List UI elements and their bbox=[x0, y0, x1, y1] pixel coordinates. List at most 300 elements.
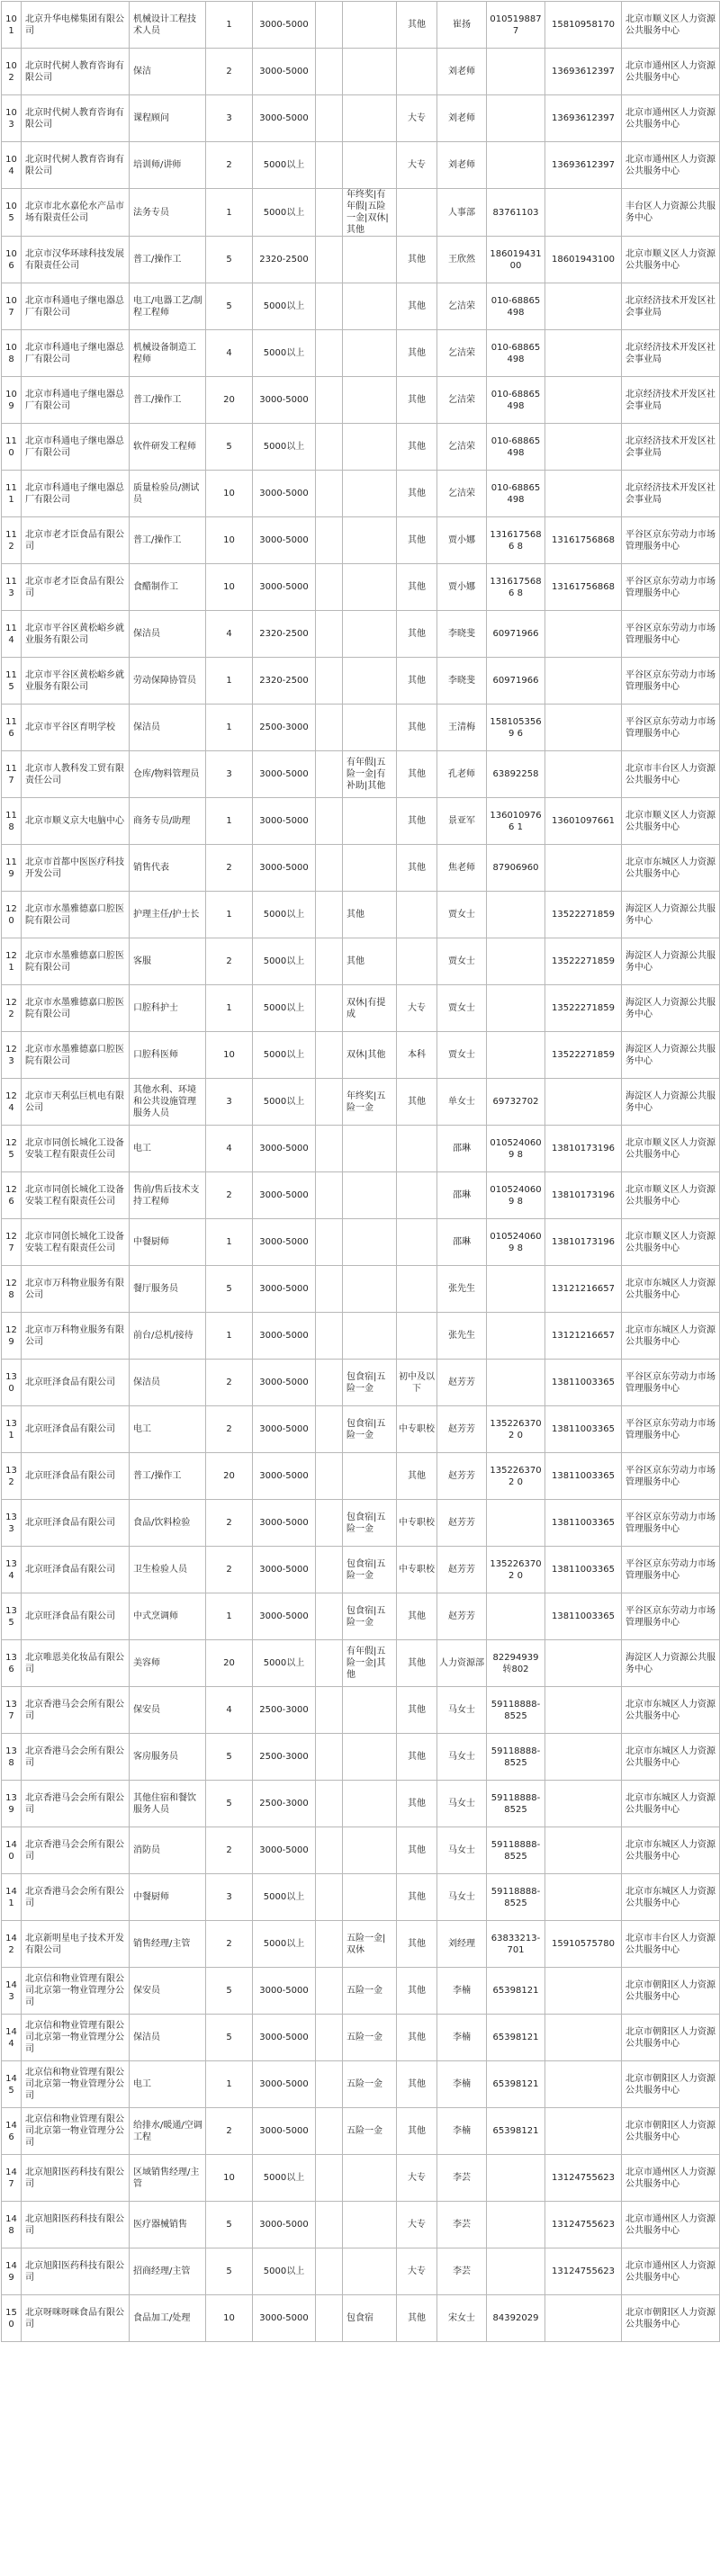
table-row bbox=[2, 1406, 720, 1453]
education: 其他 bbox=[397, 1453, 437, 1500]
education: 其他 bbox=[397, 611, 437, 658]
table-row bbox=[2, 2202, 720, 2248]
headcount: 4 bbox=[206, 330, 253, 377]
company-name: 北京市北水嘉伦水产品市场有限责任公司 bbox=[22, 189, 130, 237]
company-name: 北京旭阳医药科技有限公司 bbox=[22, 2248, 130, 2295]
salary-range: 5000以上 bbox=[253, 142, 316, 189]
job-title: 中式烹调师 bbox=[130, 1593, 206, 1640]
benefits bbox=[343, 705, 397, 751]
blank-field bbox=[316, 2, 343, 49]
headcount: 5 bbox=[206, 1968, 253, 2015]
headcount: 1 bbox=[206, 705, 253, 751]
mobile bbox=[545, 1640, 622, 1687]
benefits bbox=[343, 377, 397, 424]
table-row bbox=[2, 1219, 720, 1266]
row-number: 138 bbox=[2, 1734, 22, 1781]
phone bbox=[487, 95, 545, 142]
row-number: 110 bbox=[2, 424, 22, 471]
benefits: 双休|其他 bbox=[343, 1032, 397, 1079]
job-title: 普工/操作工 bbox=[130, 377, 206, 424]
row-number: 140 bbox=[2, 1827, 22, 1874]
row-number: 142 bbox=[2, 1921, 22, 1968]
headcount: 2 bbox=[206, 2108, 253, 2155]
table-row bbox=[2, 424, 720, 471]
education: 中专职校 bbox=[397, 1406, 437, 1453]
blank-field bbox=[316, 1313, 343, 1360]
benefits bbox=[343, 237, 397, 283]
mobile bbox=[545, 189, 622, 237]
company-name: 北京市人教科发工贸有限责任公司 bbox=[22, 751, 130, 798]
education: 本科 bbox=[397, 1032, 437, 1079]
phone: 59118888-8525 bbox=[487, 1874, 545, 1921]
service-center: 海淀区人力资源公共服务中心 bbox=[622, 1079, 720, 1126]
contact-person: 乞洁荣 bbox=[437, 377, 487, 424]
contact-person: 李楠 bbox=[437, 2061, 487, 2108]
benefits: 包食宿|五险一金 bbox=[343, 1500, 397, 1547]
blank-field bbox=[316, 1172, 343, 1219]
mobile: 13693612397 bbox=[545, 95, 622, 142]
blank-field bbox=[316, 798, 343, 845]
table-row bbox=[2, 985, 720, 1032]
headcount: 2 bbox=[206, 1500, 253, 1547]
job-title: 销售经理/主管 bbox=[130, 1921, 206, 1968]
contact-person: 贾小娜 bbox=[437, 564, 487, 611]
table-row bbox=[2, 283, 720, 330]
headcount: 5 bbox=[206, 2015, 253, 2061]
row-number: 103 bbox=[2, 95, 22, 142]
headcount: 5 bbox=[206, 1266, 253, 1313]
benefits bbox=[343, 1313, 397, 1360]
phone: 0105240609 8 bbox=[487, 1172, 545, 1219]
benefits bbox=[343, 283, 397, 330]
service-center: 平谷区京东劳动力市场管理服务中心 bbox=[622, 517, 720, 564]
benefits bbox=[343, 517, 397, 564]
table-row bbox=[2, 237, 720, 283]
benefits: 双休|有提成 bbox=[343, 985, 397, 1032]
education: 其他 bbox=[397, 1734, 437, 1781]
blank-field bbox=[316, 237, 343, 283]
row-number: 141 bbox=[2, 1874, 22, 1921]
service-center: 北京市通州区人力资源公共服务中心 bbox=[622, 95, 720, 142]
salary-range: 2500-3000 bbox=[253, 1734, 316, 1781]
benefits bbox=[343, 1219, 397, 1266]
job-title: 法务专员 bbox=[130, 189, 206, 237]
table-row bbox=[2, 1734, 720, 1781]
phone: 69732702 bbox=[487, 1079, 545, 1126]
service-center: 北京经济技术开发区社会事业局 bbox=[622, 471, 720, 517]
company-name: 北京市首都中医医疗科技开发公司 bbox=[22, 845, 130, 892]
benefits bbox=[343, 1874, 397, 1921]
salary-range: 3000-5000 bbox=[253, 377, 316, 424]
mobile bbox=[545, 330, 622, 377]
job-title: 普工/操作工 bbox=[130, 237, 206, 283]
company-name: 北京旺泽食品有限公司 bbox=[22, 1453, 130, 1500]
benefits bbox=[343, 1827, 397, 1874]
company-name: 北京市万科物业服务有限公司 bbox=[22, 1266, 130, 1313]
job-title: 区域销售经理/主管 bbox=[130, 2155, 206, 2202]
service-center: 海淀区人力资源公共服务中心 bbox=[622, 985, 720, 1032]
phone: 60971966 bbox=[487, 611, 545, 658]
headcount: 10 bbox=[206, 517, 253, 564]
job-title: 保洁员 bbox=[130, 1360, 206, 1406]
mobile: 18601943100 bbox=[545, 237, 622, 283]
benefits: 有年假|五险一金|其他 bbox=[343, 1640, 397, 1687]
table-row bbox=[2, 1781, 720, 1827]
blank-field bbox=[316, 1921, 343, 1968]
company-name: 北京市平谷区黄松峪乡就业服务有限公司 bbox=[22, 658, 130, 705]
contact-person: 李晓斐 bbox=[437, 611, 487, 658]
blank-field bbox=[316, 2015, 343, 2061]
company-name: 北京市科通电子继电器总厂有限公司 bbox=[22, 283, 130, 330]
blank-field bbox=[316, 424, 343, 471]
benefits: 包食宿|五险一金 bbox=[343, 1547, 397, 1593]
row-number: 132 bbox=[2, 1453, 22, 1500]
table-row bbox=[2, 1500, 720, 1547]
headcount: 10 bbox=[206, 471, 253, 517]
company-name: 北京信和物业管理有限公司北京第一物业管理分公司 bbox=[22, 1968, 130, 2015]
job-listings-table bbox=[1, 1, 720, 2342]
salary-range: 3000-5000 bbox=[253, 1313, 316, 1360]
education bbox=[397, 189, 437, 237]
education: 其他 bbox=[397, 1079, 437, 1126]
service-center: 北京市顺义区人力资源公共服务中心 bbox=[622, 1172, 720, 1219]
education: 其他 bbox=[397, 751, 437, 798]
row-number: 123 bbox=[2, 1032, 22, 1079]
mobile bbox=[545, 424, 622, 471]
blank-field bbox=[316, 330, 343, 377]
phone: 1581053569 6 bbox=[487, 705, 545, 751]
headcount: 4 bbox=[206, 1126, 253, 1172]
service-center: 北京市朝阳区人力资源公共服务中心 bbox=[622, 2295, 720, 2342]
benefits bbox=[343, 471, 397, 517]
blank-field bbox=[316, 2155, 343, 2202]
service-center: 平谷区京东劳动力市场管理服务中心 bbox=[622, 705, 720, 751]
table-body bbox=[2, 2, 720, 2342]
blank-field bbox=[316, 751, 343, 798]
benefits bbox=[343, 1266, 397, 1313]
row-number: 113 bbox=[2, 564, 22, 611]
phone bbox=[487, 938, 545, 985]
phone: 1352263702 0 bbox=[487, 1406, 545, 1453]
benefits bbox=[343, 798, 397, 845]
row-number: 108 bbox=[2, 330, 22, 377]
phone bbox=[487, 1032, 545, 1079]
benefits: 年终奖|五险一金 bbox=[343, 1079, 397, 1126]
headcount: 1 bbox=[206, 1313, 253, 1360]
mobile: 13811003365 bbox=[545, 1453, 622, 1500]
phone: 1316175686 8 bbox=[487, 564, 545, 611]
row-number: 124 bbox=[2, 1079, 22, 1126]
contact-person: 王清梅 bbox=[437, 705, 487, 751]
mobile: 13121216657 bbox=[545, 1266, 622, 1313]
headcount: 4 bbox=[206, 1687, 253, 1734]
contact-person: 人事部 bbox=[437, 189, 487, 237]
education bbox=[397, 892, 437, 938]
mobile: 13124755623 bbox=[545, 2248, 622, 2295]
headcount: 1 bbox=[206, 1593, 253, 1640]
service-center: 北京市顺义区人力资源公共服务中心 bbox=[622, 798, 720, 845]
table-row bbox=[2, 1079, 720, 1126]
table-row bbox=[2, 377, 720, 424]
service-center: 北京市通州区人力资源公共服务中心 bbox=[622, 2202, 720, 2248]
benefits bbox=[343, 2202, 397, 2248]
job-title: 其他住宿和餐饮服务人员 bbox=[130, 1781, 206, 1827]
headcount: 5 bbox=[206, 1781, 253, 1827]
row-number: 146 bbox=[2, 2108, 22, 2155]
table-row bbox=[2, 1313, 720, 1360]
table-row bbox=[2, 1453, 720, 1500]
row-number: 111 bbox=[2, 471, 22, 517]
salary-range: 3000-5000 bbox=[253, 1172, 316, 1219]
blank-field bbox=[316, 2248, 343, 2295]
job-title: 软件研发工程师 bbox=[130, 424, 206, 471]
contact-person: 崔扬 bbox=[437, 2, 487, 49]
mobile: 13522271859 bbox=[545, 938, 622, 985]
mobile bbox=[545, 2015, 622, 2061]
phone: 18601943100 bbox=[487, 237, 545, 283]
job-title: 保洁员 bbox=[130, 2015, 206, 2061]
phone: 65398121 bbox=[487, 2061, 545, 2108]
company-name: 北京旺泽食品有限公司 bbox=[22, 1360, 130, 1406]
job-title: 保洁 bbox=[130, 49, 206, 95]
row-number: 148 bbox=[2, 2202, 22, 2248]
headcount: 2 bbox=[206, 142, 253, 189]
education: 大专 bbox=[397, 2248, 437, 2295]
table-row bbox=[2, 330, 720, 377]
mobile bbox=[545, 471, 622, 517]
salary-range: 3000-5000 bbox=[253, 49, 316, 95]
benefits bbox=[343, 1687, 397, 1734]
row-number: 133 bbox=[2, 1500, 22, 1547]
blank-field bbox=[316, 1453, 343, 1500]
headcount: 2 bbox=[206, 1547, 253, 1593]
table-row bbox=[2, 1640, 720, 1687]
education: 其他 bbox=[397, 2108, 437, 2155]
company-name: 北京香港马会会所有限公司 bbox=[22, 1734, 130, 1781]
blank-field bbox=[316, 845, 343, 892]
blank-field bbox=[316, 985, 343, 1032]
phone bbox=[487, 2202, 545, 2248]
service-center: 北京市东城区人力资源公共服务中心 bbox=[622, 1734, 720, 1781]
company-name: 北京市科通电子继电器总厂有限公司 bbox=[22, 471, 130, 517]
benefits: 其他 bbox=[343, 938, 397, 985]
benefits: 五险一金 bbox=[343, 2061, 397, 2108]
contact-person: 马女士 bbox=[437, 1874, 487, 1921]
phone: 0105240609 8 bbox=[487, 1219, 545, 1266]
company-name: 北京时代树人教育咨询有限公司 bbox=[22, 142, 130, 189]
headcount: 5 bbox=[206, 2202, 253, 2248]
table-row bbox=[2, 49, 720, 95]
table-row bbox=[2, 1032, 720, 1079]
service-center: 北京市朝阳区人力资源公共服务中心 bbox=[622, 2061, 720, 2108]
benefits: 年终奖|有年假|五险一金|双休|其他 bbox=[343, 189, 397, 237]
contact-person: 贾女士 bbox=[437, 985, 487, 1032]
job-title: 仓库/物料管理员 bbox=[130, 751, 206, 798]
job-title: 食醋制作工 bbox=[130, 564, 206, 611]
service-center: 北京市通州区人力资源公共服务中心 bbox=[622, 2155, 720, 2202]
mobile: 13810173196 bbox=[545, 1126, 622, 1172]
company-name: 北京旭阳医药科技有限公司 bbox=[22, 2202, 130, 2248]
row-number: 149 bbox=[2, 2248, 22, 2295]
company-name: 北京香港马会会所有限公司 bbox=[22, 1687, 130, 1734]
headcount: 1 bbox=[206, 985, 253, 1032]
row-number: 127 bbox=[2, 1219, 22, 1266]
phone: 59118888-8525 bbox=[487, 1734, 545, 1781]
benefits bbox=[343, 658, 397, 705]
table-row bbox=[2, 611, 720, 658]
salary-range: 3000-5000 bbox=[253, 2202, 316, 2248]
service-center: 海淀区人力资源公共服务中心 bbox=[622, 1032, 720, 1079]
contact-person: 乞洁荣 bbox=[437, 283, 487, 330]
table-row bbox=[2, 1874, 720, 1921]
phone: 65398121 bbox=[487, 2108, 545, 2155]
table-row bbox=[2, 1547, 720, 1593]
headcount: 3 bbox=[206, 1874, 253, 1921]
contact-person: 邵琳 bbox=[437, 1219, 487, 1266]
job-title: 口腔科护士 bbox=[130, 985, 206, 1032]
benefits bbox=[343, 330, 397, 377]
salary-range: 3000-5000 bbox=[253, 1593, 316, 1640]
mobile: 13693612397 bbox=[545, 49, 622, 95]
education: 其他 bbox=[397, 2015, 437, 2061]
job-title: 食品/饮料检验 bbox=[130, 1500, 206, 1547]
mobile bbox=[545, 377, 622, 424]
job-title: 普工/操作工 bbox=[130, 1453, 206, 1500]
mobile: 13810173196 bbox=[545, 1219, 622, 1266]
table-row bbox=[2, 938, 720, 985]
phone bbox=[487, 1360, 545, 1406]
service-center: 北京市东城区人力资源公共服务中心 bbox=[622, 1874, 720, 1921]
benefits: 包食宿|五险一金 bbox=[343, 1406, 397, 1453]
company-name: 北京香港马会会所有限公司 bbox=[22, 1781, 130, 1827]
contact-person: 邵琳 bbox=[437, 1172, 487, 1219]
mobile: 13601097661 bbox=[545, 798, 622, 845]
headcount: 10 bbox=[206, 2155, 253, 2202]
blank-field bbox=[316, 1687, 343, 1734]
company-name: 北京升华电梯集团有限公司 bbox=[22, 2, 130, 49]
mobile bbox=[545, 2295, 622, 2342]
mobile: 13522271859 bbox=[545, 985, 622, 1032]
contact-person: 刘老师 bbox=[437, 49, 487, 95]
service-center: 平谷区京东劳动力市场管理服务中心 bbox=[622, 1453, 720, 1500]
job-title: 电工 bbox=[130, 1406, 206, 1453]
table-row bbox=[2, 189, 720, 237]
education: 其他 bbox=[397, 1968, 437, 2015]
education bbox=[397, 1172, 437, 1219]
mobile: 13161756868 bbox=[545, 564, 622, 611]
salary-range: 2500-3000 bbox=[253, 1781, 316, 1827]
phone: 65398121 bbox=[487, 2015, 545, 2061]
education bbox=[397, 1219, 437, 1266]
job-title: 护理主任/护士长 bbox=[130, 892, 206, 938]
job-title: 餐厅服务员 bbox=[130, 1266, 206, 1313]
mobile: 13811003365 bbox=[545, 1406, 622, 1453]
headcount: 20 bbox=[206, 1453, 253, 1500]
headcount: 3 bbox=[206, 1079, 253, 1126]
phone: 010519887 7 bbox=[487, 2, 545, 49]
phone bbox=[487, 2155, 545, 2202]
table-row bbox=[2, 2108, 720, 2155]
salary-range: 3000-5000 bbox=[253, 2, 316, 49]
job-title: 招商经理/主管 bbox=[130, 2248, 206, 2295]
education: 其他 bbox=[397, 798, 437, 845]
row-number: 145 bbox=[2, 2061, 22, 2108]
headcount: 2 bbox=[206, 1172, 253, 1219]
row-number: 105 bbox=[2, 189, 22, 237]
row-number: 116 bbox=[2, 705, 22, 751]
contact-person: 李芸 bbox=[437, 2202, 487, 2248]
mobile bbox=[545, 1874, 622, 1921]
headcount: 2 bbox=[206, 1827, 253, 1874]
contact-person: 张先生 bbox=[437, 1266, 487, 1313]
blank-field bbox=[316, 49, 343, 95]
salary-range: 5000以上 bbox=[253, 1079, 316, 1126]
company-name: 北京信和物业管理有限公司北京第一物业管理分公司 bbox=[22, 2061, 130, 2108]
headcount: 20 bbox=[206, 377, 253, 424]
education: 大专 bbox=[397, 2202, 437, 2248]
headcount: 10 bbox=[206, 2295, 253, 2342]
row-number: 136 bbox=[2, 1640, 22, 1687]
benefits bbox=[343, 142, 397, 189]
service-center: 北京市顺义区人力资源公共服务中心 bbox=[622, 1219, 720, 1266]
service-center: 北京市朝阳区人力资源公共服务中心 bbox=[622, 2108, 720, 2155]
table-row bbox=[2, 95, 720, 142]
benefits bbox=[343, 2155, 397, 2202]
mobile: 13811003365 bbox=[545, 1547, 622, 1593]
salary-range: 3000-5000 bbox=[253, 1827, 316, 1874]
blank-field bbox=[316, 471, 343, 517]
contact-person: 李楠 bbox=[437, 1968, 487, 2015]
phone: 1360109766 1 bbox=[487, 798, 545, 845]
row-number: 112 bbox=[2, 517, 22, 564]
phone: 60971966 bbox=[487, 658, 545, 705]
blank-field bbox=[316, 1266, 343, 1313]
company-name: 北京市科通电子继电器总厂有限公司 bbox=[22, 377, 130, 424]
contact-person: 刘经理 bbox=[437, 1921, 487, 1968]
benefits: 包食宿|五险一金 bbox=[343, 1593, 397, 1640]
mobile: 13522271859 bbox=[545, 1032, 622, 1079]
service-center: 北京市通州区人力资源公共服务中心 bbox=[622, 2248, 720, 2295]
education: 其他 bbox=[397, 1593, 437, 1640]
benefits bbox=[343, 564, 397, 611]
job-title: 机械设计工程技术人员 bbox=[130, 2, 206, 49]
headcount: 1 bbox=[206, 2, 253, 49]
service-center: 丰台区人力资源公共服务中心 bbox=[622, 189, 720, 237]
blank-field bbox=[316, 2108, 343, 2155]
service-center: 北京经济技术开发区社会事业局 bbox=[622, 377, 720, 424]
education bbox=[397, 49, 437, 95]
table-row bbox=[2, 1172, 720, 1219]
company-name: 北京市同创长城化工设备安装工程有限责任公司 bbox=[22, 1172, 130, 1219]
service-center: 北京市东城区人力资源公共服务中心 bbox=[622, 845, 720, 892]
job-title: 电工/电器工艺/制程工程师 bbox=[130, 283, 206, 330]
contact-person: 赵芳芳 bbox=[437, 1453, 487, 1500]
table-row bbox=[2, 564, 720, 611]
job-title: 卫生检验人员 bbox=[130, 1547, 206, 1593]
blank-field bbox=[316, 1219, 343, 1266]
phone bbox=[487, 142, 545, 189]
table-row bbox=[2, 2295, 720, 2342]
mobile bbox=[545, 658, 622, 705]
blank-field bbox=[316, 564, 343, 611]
mobile: 13124755623 bbox=[545, 2155, 622, 2202]
company-name: 北京旺泽食品有限公司 bbox=[22, 1500, 130, 1547]
headcount: 2 bbox=[206, 49, 253, 95]
headcount: 1 bbox=[206, 658, 253, 705]
headcount: 3 bbox=[206, 751, 253, 798]
salary-range: 3000-5000 bbox=[253, 517, 316, 564]
education: 其他 bbox=[397, 1687, 437, 1734]
